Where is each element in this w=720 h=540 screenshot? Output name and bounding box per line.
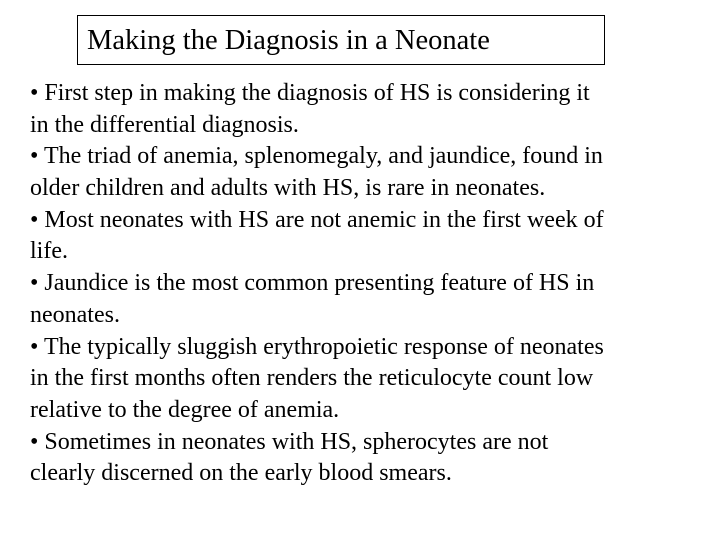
body-line: relative to the degree of anemia. [30,396,340,423]
body-line: • Most neonates with HS are not anemic in the first week of [30,206,604,233]
body-line: older children and adults with HS, is rare in neonates. [30,175,546,202]
body-line: in the first months often renders the reticulocyte count low [30,365,594,392]
title-box [77,15,605,65]
body-line: clearly discerned on the early blood smears. [30,460,452,487]
slide-body [30,78,712,490]
body-line: • Sometimes in neonates with HS, spherocytes are not [30,428,549,455]
body-line: • First step in making the diagnosis of HS is considering it [30,80,590,106]
body-line: • The typically sluggish erythropoietic response of neonates [30,333,604,360]
body-line: life. [30,238,68,265]
body-line: • The triad of anemia, splenomegaly, and jaundice, found in [30,143,603,170]
body-line: in the differential diagnosis. [30,111,299,138]
body-line: • Jaundice is the most common presenting feature of HS in [30,270,595,297]
slide-title: Making the Diagnosis in a Neonate [87,25,490,57]
body-line: neonates. [30,301,120,328]
